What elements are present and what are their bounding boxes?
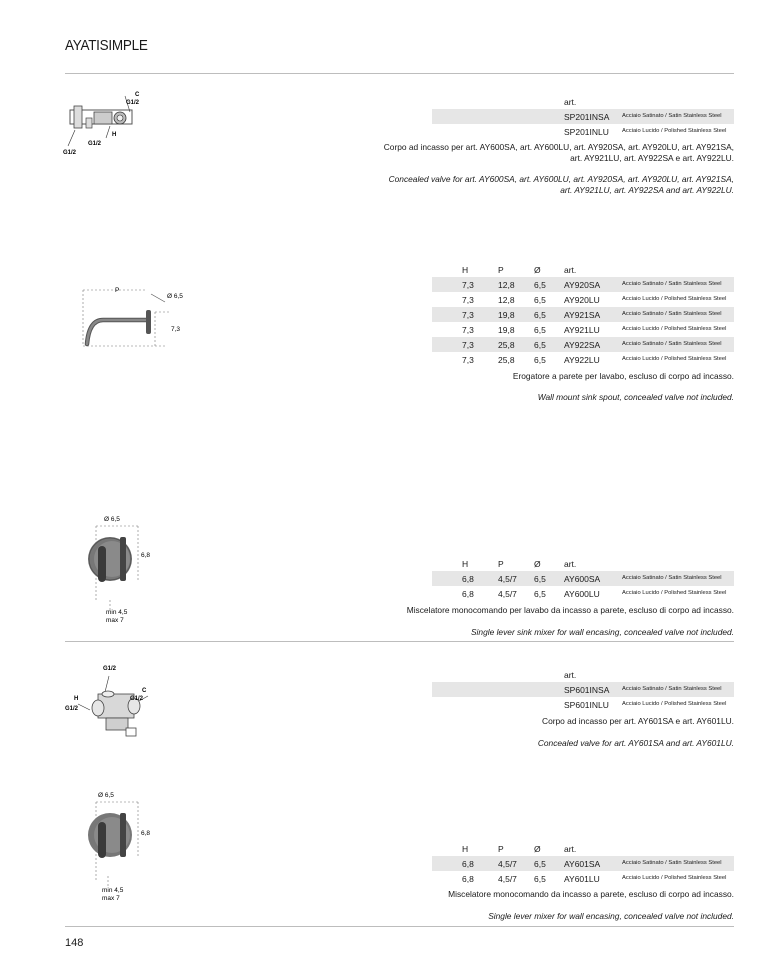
description-it: [384, 142, 734, 164]
description-it: Miscelatore monocomando da incasso a parete, escluso di corpo ad incasso.: [448, 889, 734, 899]
label-h: 7,3: [171, 326, 181, 333]
cell-p: 25,8: [498, 339, 515, 350]
cell-h: 7,3: [462, 324, 474, 335]
description-en-line2: art. AY921LU, art. AY922SA and art. AY922LU.: [560, 185, 734, 195]
description-it: Miscelatore monocomando per lavabo da incasso a parete, escluso di corpo ad incasso.: [406, 605, 734, 615]
cell-h: 6,8: [462, 573, 474, 584]
cell-d: 6,5: [534, 573, 546, 584]
description-en: Concealed valve for art. AY601SA and art. AY601LU.: [537, 738, 734, 748]
cell-art: AY920SA: [564, 279, 601, 290]
col-art-header: art.: [564, 843, 577, 854]
table-row: [432, 277, 734, 292]
table-header: [432, 841, 734, 856]
label-h: H: [74, 696, 79, 702]
cell-h: 6,8: [462, 873, 474, 884]
cell-art: AY920LU: [564, 294, 600, 305]
cell-h: 7,3: [462, 339, 474, 350]
cell-p: 4,5/7: [498, 573, 517, 584]
footer-divider: [65, 926, 734, 927]
col-d-header: Ø: [534, 843, 541, 854]
cell-desc: Acciaio Lucido / Polished Stainless Steel: [622, 875, 727, 881]
cell-desc: Acciaio Satinato / Satin Stainless Steel: [622, 575, 722, 581]
brand-title: AYATISIMPLE: [65, 37, 148, 54]
table-row: [432, 109, 734, 124]
cell-p: 12,8: [498, 279, 515, 290]
cell-art: AY601LU: [564, 873, 600, 884]
cell-desc: Acciaio Satinato / Satin Stainless Steel: [622, 113, 722, 119]
cell-h: 7,3: [462, 279, 474, 290]
cell-desc: Acciaio Satinato / Satin Stainless Steel: [622, 281, 722, 287]
cell-desc: Acciaio Lucido / Polished Stainless Steel: [622, 326, 727, 332]
table-section5: [432, 841, 734, 886]
table-row: [432, 682, 734, 697]
cell-d: 6,5: [534, 588, 546, 599]
col-p-header: P: [498, 558, 504, 569]
cell-art: AY922LU: [564, 354, 600, 365]
cell-d: 6,5: [534, 309, 546, 320]
section-divider: [65, 641, 734, 642]
cell-desc: Acciaio Lucido / Polished Stainless Steel: [622, 128, 727, 134]
cell-d: 6,5: [534, 339, 546, 350]
description-en: Wall mount sink spout, concealed valve not included.: [537, 392, 734, 402]
label-g-mid: G1/2: [88, 141, 102, 147]
label-diameter: Ø 6,5: [98, 792, 114, 799]
cell-h: 6,8: [462, 858, 474, 869]
col-h-header: H: [462, 843, 469, 854]
cell-desc: Acciaio Satinato / Satin Stainless Steel: [622, 341, 722, 347]
table-row: [432, 697, 734, 712]
label-g-left: G1/2: [63, 150, 77, 156]
label-g-right: G1/2: [130, 696, 144, 702]
label-g-top: G1/2: [103, 666, 117, 672]
cell-art: SP201INLU: [564, 126, 609, 137]
cell-art: AY601SA: [564, 858, 601, 869]
concealed-valve-drawing-1: [60, 88, 155, 160]
cell-h: 7,3: [462, 309, 474, 320]
label-h: H: [112, 132, 117, 138]
cell-d: 6,5: [534, 354, 546, 365]
label-h: 6,8: [141, 830, 151, 837]
cell-p: 4,5/7: [498, 588, 517, 599]
col-d-header: Ø: [534, 264, 541, 275]
cell-desc: Acciaio Lucido / Polished Stainless Steel: [622, 296, 727, 302]
cell-d: 6,5: [534, 294, 546, 305]
cell-h: 6,8: [462, 588, 474, 599]
spout-drawing: [75, 282, 195, 354]
mixer-drawing-2: [80, 788, 170, 906]
table-row: [432, 571, 734, 586]
cell-p: 25,8: [498, 354, 515, 365]
table-row: [432, 322, 734, 337]
col-h-header: H: [462, 264, 469, 275]
cell-p: 4,5/7: [498, 873, 517, 884]
description-en: [389, 174, 734, 196]
cell-art: SP601INLU: [564, 699, 609, 710]
col-art-header: art.: [564, 558, 577, 569]
description-it: Erogatore a parete per lavabo, escluso di corpo ad incasso.: [512, 371, 734, 381]
table-section2: [432, 262, 734, 367]
label-max: max 7: [106, 617, 124, 624]
description-en: Single lever mixer for wall encasing, concealed valve not included.: [488, 911, 734, 921]
table-row: [432, 337, 734, 352]
cell-p: 19,8: [498, 309, 515, 320]
col-p-header: P: [498, 843, 504, 854]
col-h-header: H: [462, 558, 469, 569]
label-g-left: G1/2: [65, 706, 79, 712]
cell-d: 6,5: [534, 324, 546, 335]
label-h: 6,8: [141, 552, 151, 559]
col-p-header: P: [498, 264, 504, 275]
cell-d: 6,5: [534, 858, 546, 869]
table-section4: [432, 667, 734, 712]
cell-d: 6,5: [534, 279, 546, 290]
cell-p: 19,8: [498, 324, 515, 335]
col-d-header: Ø: [534, 558, 541, 569]
table-row: [432, 871, 734, 886]
label-c: C: [135, 92, 140, 98]
table-row: [432, 586, 734, 601]
description-en: Single lever sink mixer for wall encasing, concealed valve not included.: [470, 627, 734, 637]
cell-desc: Acciaio Lucido / Polished Stainless Steel: [622, 356, 727, 362]
col-art-header: art.: [564, 669, 577, 680]
mixer-drawing-1: [80, 512, 170, 627]
label-p: P: [115, 287, 120, 294]
col-art-header: art.: [564, 96, 577, 107]
cell-desc: Acciaio Satinato / Satin Stainless Steel: [622, 311, 722, 317]
cell-p: 4,5/7: [498, 858, 517, 869]
cell-art: AY921LU: [564, 324, 600, 335]
cell-art: AY600LU: [564, 588, 600, 599]
label-max: max 7: [102, 895, 120, 902]
cell-d: 6,5: [534, 873, 546, 884]
concealed-valve-drawing-2: [60, 660, 160, 745]
cell-art: SP601INSA: [564, 684, 610, 695]
cell-art: AY600SA: [564, 573, 601, 584]
table-header: [432, 262, 734, 277]
col-art-header: art.: [564, 264, 577, 275]
description-it-line1: Corpo ad incasso per art. AY600SA, art. AY600LU, art. AY920SA, art. AY920LU, art. AY921SA,: [383, 142, 734, 152]
table-header: [432, 667, 734, 682]
table-header: [432, 94, 734, 109]
label-min: min 4,5: [102, 887, 124, 894]
description-en-line1: Concealed valve for art. AY600SA, art. AY600LU, art. AY920SA, art. AY920LU, art. AY921SA,: [388, 174, 734, 184]
table-row: [432, 124, 734, 139]
cell-desc: Acciaio Lucido / Polished Stainless Steel: [622, 590, 727, 596]
cell-desc: Acciaio Satinato / Satin Stainless Steel: [622, 686, 722, 692]
table-row: [432, 856, 734, 871]
header-divider: [65, 73, 734, 74]
table-header: [432, 556, 734, 571]
description-it-line2: art. AY921LU, art. AY922SA e art. AY922LU.: [570, 153, 734, 163]
cell-desc: Acciaio Lucido / Polished Stainless Steel: [622, 701, 727, 707]
label-g-top: G1/2: [126, 100, 140, 106]
label-min: min 4,5: [106, 609, 128, 616]
table-row: [432, 292, 734, 307]
cell-art: AY922SA: [564, 339, 601, 350]
cell-h: 7,3: [462, 354, 474, 365]
cell-h: 7,3: [462, 294, 474, 305]
cell-p: 12,8: [498, 294, 515, 305]
cell-art: SP201INSA: [564, 111, 610, 122]
description-it: Corpo ad incasso per art. AY601SA e art. AY601LU.: [542, 716, 734, 726]
cell-desc: Acciaio Satinato / Satin Stainless Steel: [622, 860, 722, 866]
label-diameter: Ø 6,5: [104, 516, 120, 523]
page-number: 148: [65, 937, 84, 949]
table-row: [432, 352, 734, 367]
label-diameter: Ø 6,5: [167, 293, 183, 300]
table-section1: [432, 94, 734, 139]
label-c: C: [142, 688, 147, 694]
table-row: [432, 307, 734, 322]
table-section3: [432, 556, 734, 601]
cell-art: AY921SA: [564, 309, 601, 320]
